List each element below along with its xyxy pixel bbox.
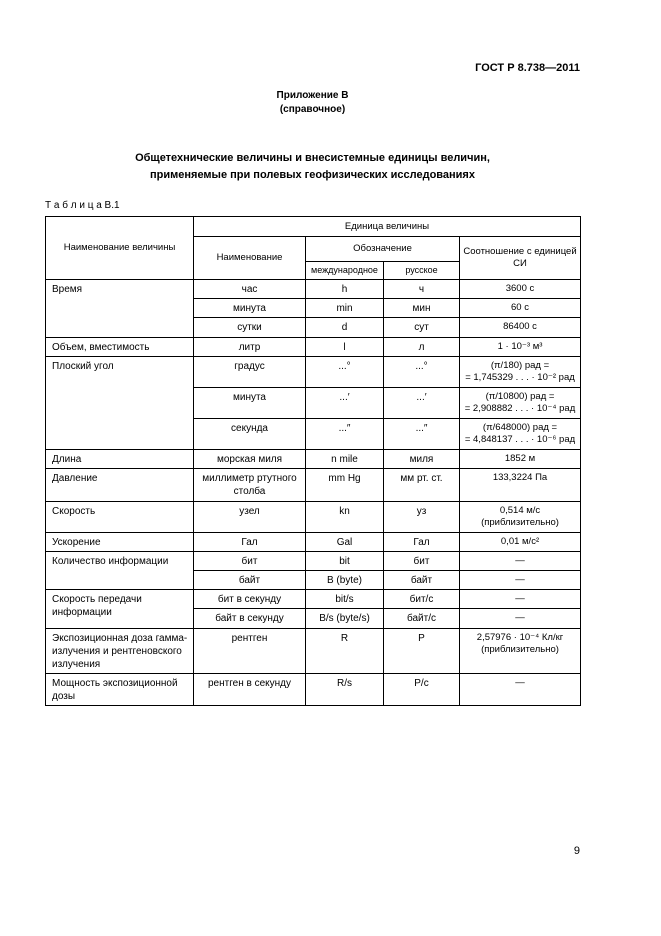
cell-rus: байт/с bbox=[384, 609, 460, 628]
table-row bbox=[46, 337, 581, 356]
cell-rus: ...′ bbox=[384, 387, 460, 418]
cell-unit-name: градус bbox=[194, 356, 306, 387]
table-row bbox=[46, 449, 581, 468]
si-line2: = 1,745329 . . . · 10⁻² рад bbox=[465, 372, 575, 384]
cell-intl: R bbox=[306, 628, 384, 674]
cell-quantity: Длина bbox=[46, 449, 194, 468]
cell-unit-name: бит bbox=[194, 551, 306, 570]
si-line1: (π/648000) рад = bbox=[482, 421, 558, 433]
si-line2: (приблизительно) bbox=[481, 644, 559, 656]
cell-unit-name: минута bbox=[194, 387, 306, 418]
cell-unit-name: секунда bbox=[194, 418, 306, 449]
cell-rus: бит/с bbox=[384, 590, 460, 609]
cell-quantity: Время bbox=[46, 280, 194, 338]
cell-rus: миля bbox=[384, 449, 460, 468]
header-si-ratio: Соотношение с единицей СИ bbox=[460, 237, 581, 280]
cell-quantity: Экспозиционная доза гамма-излучения и рентгеновского излучения bbox=[46, 628, 194, 674]
cell-si bbox=[460, 628, 581, 674]
page-title-line1: Общетехнические величины и внесистемные единицы величин, bbox=[135, 152, 490, 164]
cell-intl: ...′ bbox=[306, 387, 384, 418]
header-unit-name: Наименование bbox=[194, 237, 306, 280]
cell-unit-name: миллиметр ртутного столба bbox=[194, 469, 306, 501]
si-line2: = 4,848137 . . . · 10⁻⁶ рад bbox=[464, 434, 576, 446]
cell-quantity: Объем, вместимость bbox=[46, 337, 194, 356]
cell-rus: л bbox=[384, 337, 460, 356]
cell-rus: ...° bbox=[384, 356, 460, 387]
cell-rus: Р bbox=[384, 628, 460, 674]
cell-rus: сут bbox=[384, 318, 460, 337]
header-designation-group: Обозначение bbox=[306, 237, 460, 262]
table-label: Т а б л и ц а В.1 bbox=[45, 200, 120, 211]
cell-si bbox=[460, 356, 581, 387]
cell-si: 133,3224 Па bbox=[460, 469, 581, 501]
cell-intl: l bbox=[306, 337, 384, 356]
cell-intl: ...″ bbox=[306, 418, 384, 449]
cell-intl: Gal bbox=[306, 532, 384, 551]
si-line1: (π/10800) рад = bbox=[485, 390, 555, 402]
table-row bbox=[46, 501, 581, 532]
cell-rus: бит bbox=[384, 551, 460, 570]
cell-si: 60 с bbox=[460, 299, 581, 318]
page-title bbox=[45, 150, 580, 183]
cell-rus: мм рт. ст. bbox=[384, 469, 460, 501]
cell-si: — bbox=[460, 590, 581, 609]
cell-intl: R/s bbox=[306, 674, 384, 706]
appendix-type: (справочное) bbox=[279, 104, 346, 115]
cell-intl: B (byte) bbox=[306, 570, 384, 589]
si-line2: (приблизительно) bbox=[481, 517, 559, 529]
header-rus: русское bbox=[384, 262, 460, 280]
cell-rus: ч bbox=[384, 280, 460, 299]
cell-unit-name: рентген в секунду bbox=[194, 674, 306, 706]
cell-quantity: Мощность экспозиционной дозы bbox=[46, 674, 194, 706]
cell-intl: min bbox=[306, 299, 384, 318]
si-line1: 0,514 м/с bbox=[499, 504, 541, 516]
cell-intl: n mile bbox=[306, 449, 384, 468]
si-line1: (π/180) рад = bbox=[490, 359, 550, 371]
cell-si: — bbox=[460, 609, 581, 628]
cell-unit-name: байт bbox=[194, 570, 306, 589]
cell-intl: d bbox=[306, 318, 384, 337]
cell-si bbox=[460, 418, 581, 449]
table-row bbox=[46, 628, 581, 674]
cell-si: — bbox=[460, 570, 581, 589]
cell-rus: байт bbox=[384, 570, 460, 589]
units-table bbox=[45, 216, 581, 706]
cell-si: 0,01 м/с² bbox=[460, 532, 581, 551]
appendix-label: Приложение В bbox=[276, 90, 349, 101]
cell-si: — bbox=[460, 674, 581, 706]
table-row bbox=[46, 356, 581, 387]
cell-unit-name: час bbox=[194, 280, 306, 299]
page-title-line2: применяемые при полевых геофизических исследованиях bbox=[150, 168, 475, 181]
cell-unit-name: байт в секунду bbox=[194, 609, 306, 628]
cell-unit-name: минута bbox=[194, 299, 306, 318]
cell-si: 3600 с bbox=[460, 280, 581, 299]
cell-rus: мин bbox=[384, 299, 460, 318]
cell-unit-name: рентген bbox=[194, 628, 306, 674]
cell-intl: B/s (byte/s) bbox=[306, 609, 384, 628]
cell-si bbox=[460, 501, 581, 532]
page-number: 9 bbox=[573, 845, 580, 857]
cell-intl: h bbox=[306, 280, 384, 299]
cell-quantity: Количество информации bbox=[46, 551, 194, 589]
si-line2: = 2,908882 . . . · 10⁻⁴ рад bbox=[464, 403, 576, 415]
cell-quantity: Скорость передачи информации bbox=[46, 590, 194, 628]
document-number: ГОСТ Р 8.738—2011 bbox=[475, 62, 580, 74]
table-row bbox=[46, 590, 581, 609]
cell-si: 1852 м bbox=[460, 449, 581, 468]
cell-si bbox=[460, 387, 581, 418]
cell-intl: bit/s bbox=[306, 590, 384, 609]
table-row bbox=[46, 280, 581, 299]
cell-quantity: Давление bbox=[46, 469, 194, 501]
table-row bbox=[46, 551, 581, 570]
cell-quantity: Плоский угол bbox=[46, 356, 194, 449]
appendix-heading bbox=[45, 89, 580, 117]
cell-quantity: Ускорение bbox=[46, 532, 194, 551]
cell-rus: Р/с bbox=[384, 674, 460, 706]
cell-si: 86400 с bbox=[460, 318, 581, 337]
cell-unit-name: морская миля bbox=[194, 449, 306, 468]
cell-unit-name: бит в секунду bbox=[194, 590, 306, 609]
cell-intl: kn bbox=[306, 501, 384, 532]
units-table-wrap bbox=[45, 216, 581, 706]
cell-unit-name: литр bbox=[194, 337, 306, 356]
cell-rus: ...″ bbox=[384, 418, 460, 449]
cell-si: — bbox=[460, 551, 581, 570]
table-row bbox=[46, 469, 581, 501]
cell-si: 1 · 10⁻³ м³ bbox=[460, 337, 581, 356]
cell-intl: mm Hg bbox=[306, 469, 384, 501]
cell-intl: ...° bbox=[306, 356, 384, 387]
cell-rus: уз bbox=[384, 501, 460, 532]
table-row bbox=[46, 674, 581, 706]
header-intl: международное bbox=[306, 262, 384, 280]
header-unit-group: Единица величины bbox=[194, 217, 581, 237]
cell-unit-name: узел bbox=[194, 501, 306, 532]
table-row bbox=[46, 532, 581, 551]
cell-unit-name: сутки bbox=[194, 318, 306, 337]
cell-rus: Гал bbox=[384, 532, 460, 551]
cell-unit-name: Гал bbox=[194, 532, 306, 551]
cell-quantity: Скорость bbox=[46, 501, 194, 532]
si-line1: 2,57976 · 10⁻⁴ Кл/кг bbox=[476, 631, 564, 643]
header-quantity: Наименование величины bbox=[46, 217, 194, 280]
cell-intl: bit bbox=[306, 551, 384, 570]
